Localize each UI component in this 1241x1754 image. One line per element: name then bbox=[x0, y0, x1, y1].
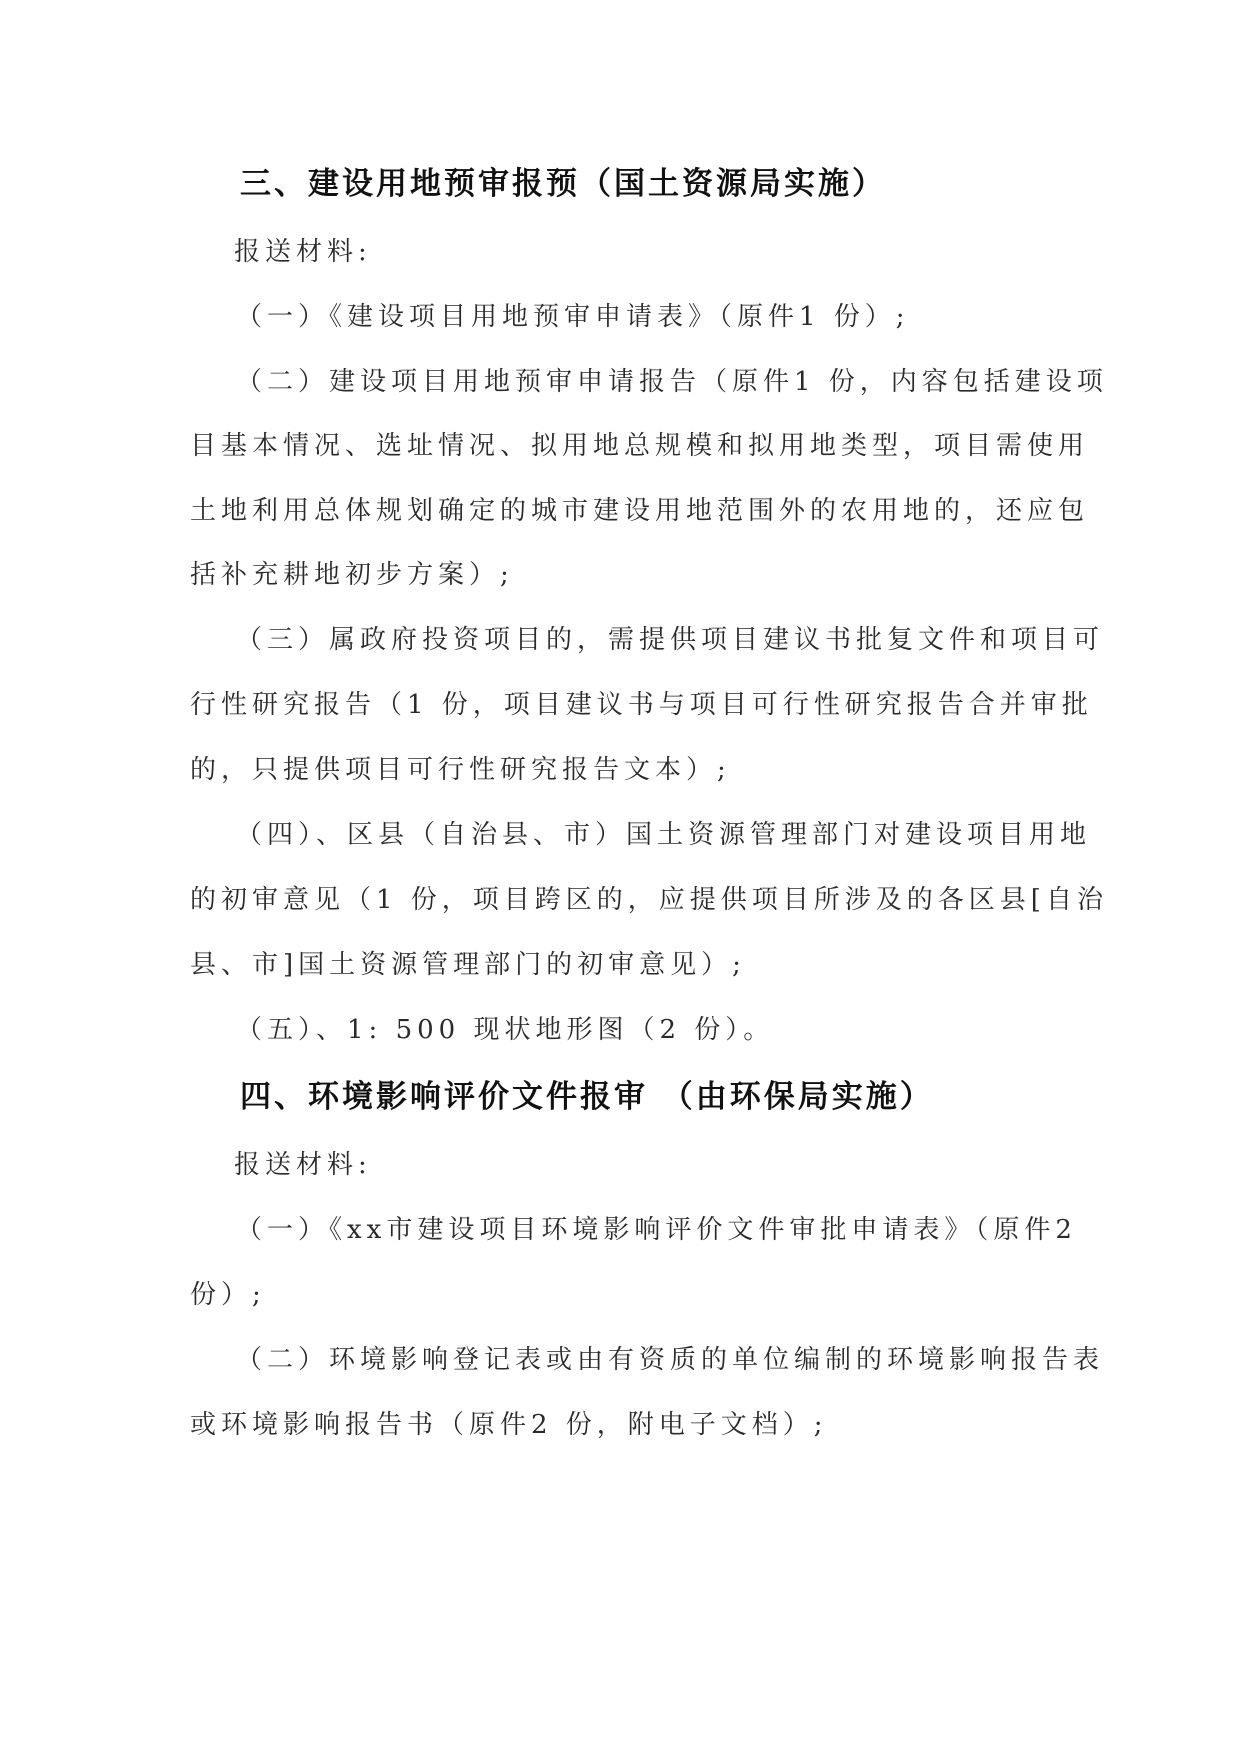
section-3-item-2-line-3: 土地利用总体规划确定的城市建设用地范围外的农用地的，还应包 bbox=[190, 496, 1090, 526]
section-4-item-1-line-1: （一）《xx市建设项目环境影响评价文件审批申请表》（原件2 bbox=[236, 1215, 1077, 1245]
section-3-materials-label: 报送材料: bbox=[234, 237, 372, 267]
section-3-item-3-line-1: （三）属政府投资项目的，需提供项目建议书批复文件和项目可 bbox=[236, 625, 1105, 655]
section-3-item-1: （一）《建设项目用地预审申请表》（原件1 份）; bbox=[236, 302, 910, 332]
section-3-item-5: （五）、1: 500 现状地形图（2 份）。 bbox=[236, 1015, 775, 1045]
section-4-item-2-line-2: 或环境影响报告书（原件2 份，附电子文档）; bbox=[190, 1410, 828, 1440]
section-4-heading: 四、环境影响评价文件报审 （由环保局实施） bbox=[240, 1079, 934, 1115]
section-3-item-4-line-1: （四）、区县（自治县、市）国土资源管理部门对建设项目用地 bbox=[236, 820, 1092, 850]
section-3-item-3-line-2: 行性研究报告（1 份，项目建议书与项目可行性研究报告合并审批 bbox=[190, 690, 1093, 720]
section-3-heading: 三、建设用地预审报预（国土资源局实施） bbox=[240, 166, 886, 202]
section-4-item-2-line-1: （二）环境影响登记表或由有资质的单位编制的环境影响报告表 bbox=[236, 1345, 1105, 1375]
section-3-item-3-line-3: 的，只提供项目可行性研究报告文本）; bbox=[190, 755, 731, 785]
section-3-item-2-line-4: 括补充耕地初步方案）; bbox=[190, 560, 514, 590]
section-3-item-2-line-2: 目基本情况、选址情况、拟用地总规模和拟用地类型，项目需使用 bbox=[190, 431, 1090, 461]
section-4-item-1-line-2: 份）; bbox=[190, 1280, 266, 1310]
section-3-item-4-line-2: 的初审意见（1 份，项目跨区的，应提供项目所涉及的各区县[自治 bbox=[190, 885, 1108, 915]
section-3-item-2-line-1: （二）建设项目用地预审申请报告（原件1 份，内容包括建设项 bbox=[236, 367, 1108, 397]
section-3-item-4-line-3: 县、市]国土资源管理部门的初审意见）; bbox=[190, 950, 746, 980]
section-4-materials-label: 报送材料: bbox=[234, 1150, 372, 1180]
